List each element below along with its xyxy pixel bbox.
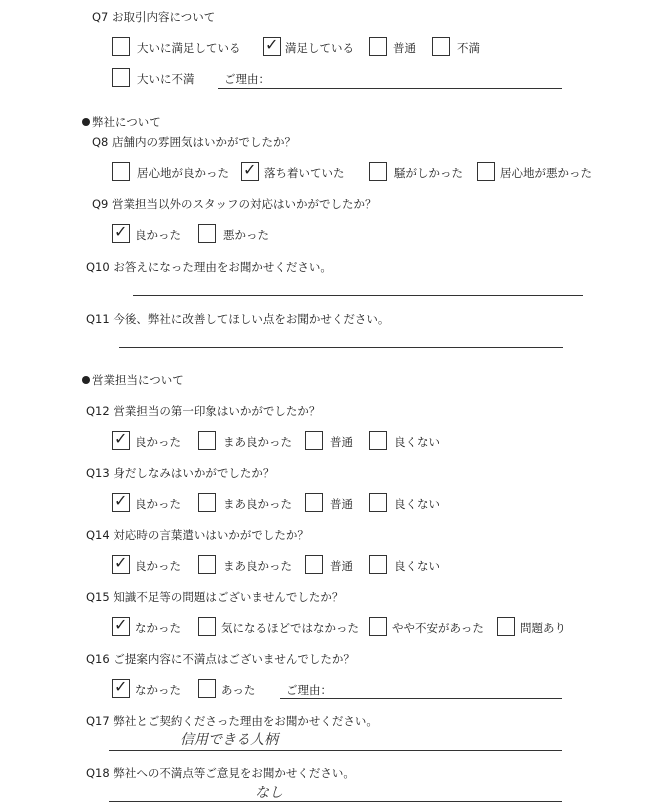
q13-checkbox-1[interactable]: [198, 493, 216, 512]
q15-option-1: 気になるほどではなかった: [221, 621, 359, 635]
checkmark-icon: ✓: [114, 491, 128, 510]
q16-checkbox-0[interactable]: [112, 679, 130, 698]
checkmark-icon: ✓: [114, 553, 128, 572]
q7-option-3: 不満: [457, 41, 480, 55]
q15-option-2: やや不安があった: [392, 621, 484, 635]
q7-checkbox-0[interactable]: [112, 37, 130, 56]
section-company-title: 弊社について: [92, 115, 161, 129]
q17-question: Q17 弊社とご契約くださった理由をお聞かせください。: [86, 714, 378, 728]
q18-handwritten-answer: なし: [255, 785, 283, 801]
q8-option-2: 騒がしかった: [394, 166, 463, 180]
q12-option-2: 普通: [330, 435, 353, 449]
q7-reason-label: ご理由：: [224, 72, 270, 86]
section-sales-title: 営業担当について: [92, 373, 184, 387]
q16-option-0: なかった: [135, 683, 181, 697]
q9-checkbox-0[interactable]: [112, 224, 130, 243]
q9-checkbox-1[interactable]: [198, 224, 216, 243]
q14-checkbox-2[interactable]: [305, 555, 323, 574]
q7-checkbox-4[interactable]: [112, 68, 130, 87]
q16-option-1: あった: [221, 683, 256, 697]
q16-reason-label: ご理由：: [286, 683, 332, 697]
q18-question: Q18 弊社への不満点等ご意見をお聞かせください。: [86, 766, 355, 780]
q7-checkbox-2[interactable]: [369, 37, 387, 56]
q12-checkbox-3[interactable]: [369, 431, 387, 450]
q18-answer-line[interactable]: [109, 801, 562, 802]
q13-option-2: 普通: [330, 497, 353, 511]
q14-checkbox-1[interactable]: [198, 555, 216, 574]
q15-checkbox-1[interactable]: [198, 617, 216, 636]
q12-checkbox-0[interactable]: [112, 431, 130, 450]
checkmark-icon: ✓: [114, 222, 128, 241]
q12-option-0: 良かった: [135, 435, 181, 449]
bullet-icon: [82, 118, 90, 126]
q7-question: Q7 お取引内容について: [92, 10, 216, 24]
q8-option-0: 居心地が良かった: [137, 166, 229, 180]
q14-checkbox-0[interactable]: [112, 555, 130, 574]
q15-question: Q15 知識不足等の問題はございませんでしたか？: [86, 590, 344, 604]
q16-reason-line[interactable]: [280, 698, 562, 699]
q11-question: Q11 今後、弊社に改善してほしい点をお聞かせください。: [86, 312, 390, 326]
q14-checkbox-3[interactable]: [369, 555, 387, 574]
q8-checkbox-0[interactable]: [112, 162, 130, 181]
q13-option-1: まあ良かった: [223, 497, 292, 511]
q9-option-0: 良かった: [135, 228, 181, 242]
q15-option-3: 問題あり: [520, 621, 566, 635]
q13-option-0: 良かった: [135, 497, 181, 511]
q14-option-2: 普通: [330, 559, 353, 573]
q15-option-0: なかった: [135, 621, 181, 635]
q7-option-4: 大いに不満: [137, 72, 195, 86]
q7-checkbox-1[interactable]: [263, 37, 281, 56]
q11-answer-line[interactable]: [119, 347, 563, 348]
q8-option-1: 落ち着いていた: [264, 166, 345, 180]
q15-checkbox-3[interactable]: [497, 617, 515, 636]
q8-checkbox-2[interactable]: [369, 162, 387, 181]
q17-handwritten-answer: 信用できる人柄: [180, 732, 278, 748]
q14-option-1: まあ良かった: [223, 559, 292, 573]
bullet-icon: [82, 376, 90, 384]
q7-reason-line[interactable]: [218, 88, 562, 89]
q12-checkbox-1[interactable]: [198, 431, 216, 450]
q15-checkbox-2[interactable]: [369, 617, 387, 636]
q9-question: Q9 営業担当以外のスタッフの対応はいかがでしたか？: [92, 197, 377, 211]
q8-checkbox-3[interactable]: [477, 162, 495, 181]
q13-option-3: 良くない: [394, 497, 440, 511]
section-sales-heading: [82, 372, 184, 388]
q15-checkbox-0[interactable]: [112, 617, 130, 636]
q13-checkbox-3[interactable]: [369, 493, 387, 512]
q12-question: Q12 営業担当の第一印象はいかがでしたか？: [86, 404, 321, 418]
checkmark-icon: ✓: [114, 615, 128, 634]
q10-answer-line[interactable]: [133, 295, 583, 296]
checkmark-icon: ✓: [243, 160, 257, 179]
q17-answer-line[interactable]: [109, 750, 562, 751]
q12-option-1: まあ良かった: [223, 435, 292, 449]
q8-option-3: 居心地が悪かった: [500, 166, 592, 180]
q16-question: Q16 ご提案内容に不満点はございませんでしたか？: [86, 652, 355, 666]
q10-question: Q10 お答えになった理由をお聞かせください。: [86, 260, 332, 274]
q14-question: Q14 対応時の言葉遣いはいかがでしたか？: [86, 528, 309, 542]
q9-option-1: 悪かった: [223, 228, 269, 242]
q14-option-0: 良かった: [135, 559, 181, 573]
q12-option-3: 良くない: [394, 435, 440, 449]
q12-checkbox-2[interactable]: [305, 431, 323, 450]
q16-checkbox-1[interactable]: [198, 679, 216, 698]
section-company-heading: [82, 114, 161, 130]
q13-checkbox-0[interactable]: [112, 493, 130, 512]
q13-question: Q13 身だしなみはいかがでしたか？: [86, 466, 275, 480]
checkmark-icon: ✓: [114, 429, 128, 448]
q7-checkbox-3[interactable]: [432, 37, 450, 56]
q14-option-3: 良くない: [394, 559, 440, 573]
q7-option-1: 満足している: [285, 41, 354, 55]
checkmark-icon: ✓: [114, 677, 128, 696]
q7-option-0: 大いに満足している: [137, 41, 241, 55]
q8-checkbox-1[interactable]: [241, 162, 259, 181]
q8-question: Q8 店舗内の雰囲気はいかがでしたか？: [92, 135, 297, 149]
q7-option-2: 普通: [393, 41, 416, 55]
checkmark-icon: ✓: [265, 35, 279, 54]
q13-checkbox-2[interactable]: [305, 493, 323, 512]
